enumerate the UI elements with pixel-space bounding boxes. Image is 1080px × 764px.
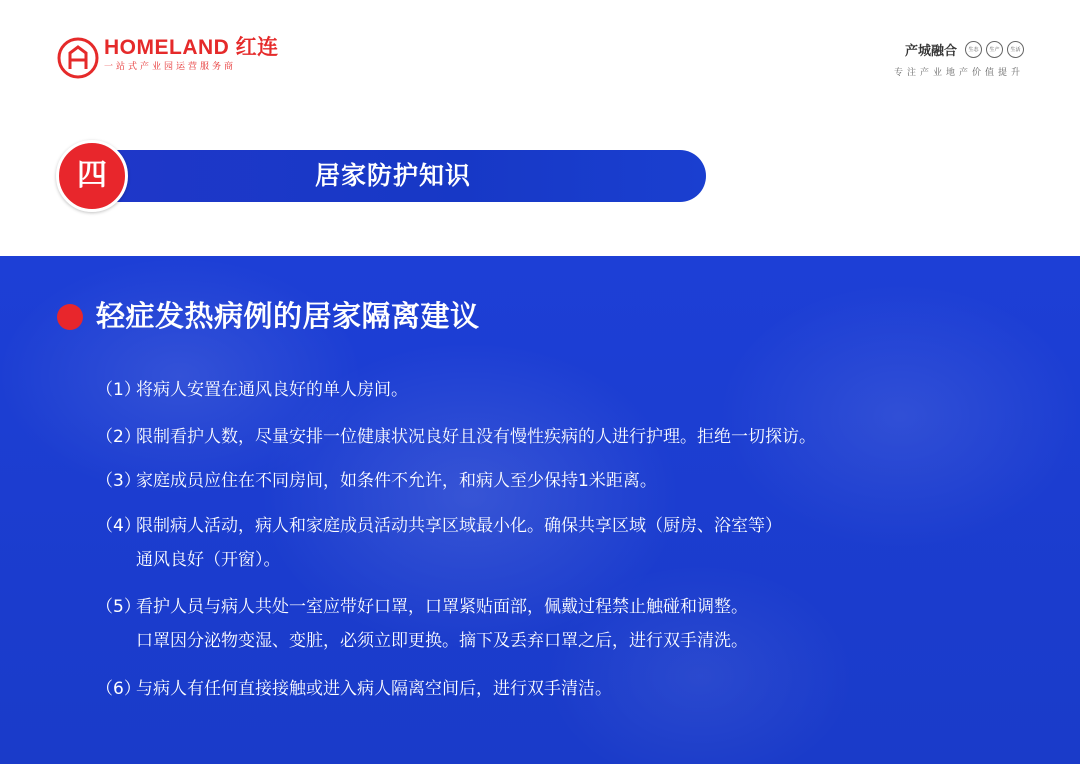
item-text: 与病人有任何直接接触或进入病人隔离空间后，进行双手清洁。 <box>136 679 612 699</box>
item-number: （6） <box>96 679 141 699</box>
brand-name-en: HOMELAND <box>104 36 230 59</box>
bullet-dot-icon <box>57 304 83 330</box>
homeland-logo-icon <box>56 36 100 80</box>
section-number: 四 <box>77 158 107 193</box>
brand-name-cn: 红连 <box>235 36 279 59</box>
brand-name <box>104 37 279 59</box>
list-item <box>96 509 782 577</box>
list-item <box>96 373 408 407</box>
item-text: 将病人安置在通风良好的单人房间。 <box>136 380 408 400</box>
item-number: （2） <box>96 427 141 447</box>
tagline-badge: 生活 <box>1007 41 1024 58</box>
tagline-subtitle: 专注产业地产价值提升 <box>893 68 1024 78</box>
item-text: 限制病人活动，病人和家庭成员活动共享区域最小化。确保共享区域（厨房、浴室等） <box>136 516 782 536</box>
content-subtitle: 轻症发热病例的居家隔离建议 <box>96 299 480 333</box>
item-number: （1） <box>96 380 141 400</box>
list-item <box>96 464 657 498</box>
item-text: 限制看护人数，尽量安排一位健康状况良好且没有慢性疾病的人进行护理。拒绝一切探访。 <box>136 427 816 447</box>
item-text: 看护人员与病人共处一室应带好口罩，口罩紧贴面部，佩戴过程禁止触碰和调整。 <box>136 597 748 617</box>
section-title-bar <box>85 150 706 202</box>
item-number: （3） <box>96 471 141 491</box>
brand-slogan: 一站式产业园运营服务商 <box>104 62 237 72</box>
item-text-continued: 通风良好（开窗）。 <box>136 550 281 570</box>
content-panel <box>0 256 1080 764</box>
section-title: 居家防护知识 <box>315 161 472 190</box>
tagline-block <box>894 40 1024 78</box>
list-item <box>96 672 612 706</box>
brand-block <box>104 37 279 72</box>
item-text: 家庭成员应住在不同房间，如条件不允许，和病人至少保持1米距离。 <box>136 471 657 491</box>
list-item <box>96 590 748 658</box>
item-number: （4） <box>96 516 141 536</box>
tagline-badge: 生态 <box>965 41 982 58</box>
tagline-badge: 生产 <box>986 41 1003 58</box>
item-number: （5） <box>96 597 141 617</box>
section-number-badge <box>56 140 128 212</box>
list-item <box>96 420 816 454</box>
tagline-title: 产城融合 <box>904 44 957 59</box>
item-text-continued: 口罩因分泌物变湿、变脏，必须立即更换。摘下及丢弃口罩之后，进行双手清洗。 <box>136 631 748 651</box>
